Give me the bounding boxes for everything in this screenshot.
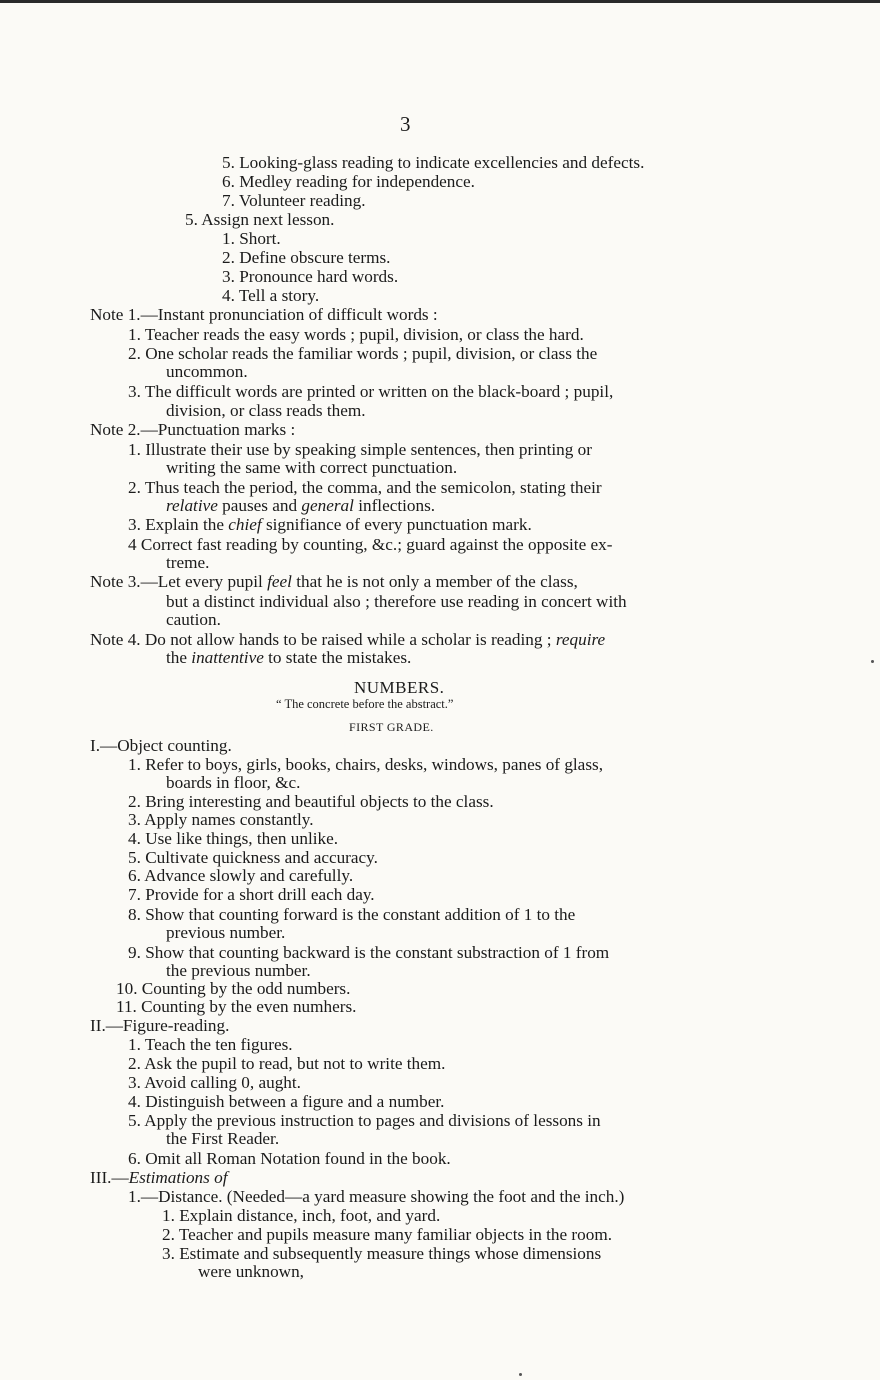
list-item-continuation: previous number. [166,923,286,942]
text: 3. Explain the [128,515,224,534]
note-heading [90,572,578,591]
list-item-continuation: treme. [166,553,210,572]
list-item-continuation: division, or class reads them. [166,401,366,420]
paper-speck [519,1373,522,1376]
italic-text: require [555,630,606,649]
list-item: 6. Omit all Roman Notation found in the book. [128,1149,451,1168]
list-item: 2. Define obscure terms. [222,248,391,267]
italic-text: inattentive [191,648,264,667]
section-motto: “ The concrete before the abstract.” [276,697,454,711]
grade-heading: FIRST GRADE. [349,720,434,734]
list-item: 4. Tell a story. [222,286,320,305]
list-item: 6. Medley reading for independence. [222,172,475,191]
text: Note 3.—Let every pupil [90,572,263,591]
list-item: 1. Teach the ten figures. [128,1035,293,1054]
page-number: 3 [400,112,411,136]
list-item: 8. Show that counting forward is the constant addition of 1 to the [128,905,576,924]
paper-speck [871,660,874,663]
list-item: 3. The difficult words are printed or written on the black-board ; pupil, [128,382,614,401]
list-item-continuation: writing the same with correct punctuation. [166,458,458,477]
list-item-continuation: the previous number. [166,961,311,980]
list-item: 1. Short. [222,229,281,248]
section-title: NUMBERS. [354,678,445,697]
list-item: 1. Illustrate their use by speaking simple sentences, then printing or [128,440,592,459]
list-item-continuation: were unknown, [198,1262,304,1281]
list-item: 5. Apply the previous instruction to pages and divisions of lessons in [128,1111,601,1130]
list-item: 7. Provide for a short drill each day. [128,885,375,904]
list-item-continuation: boards in floor, &c. [166,773,301,792]
text: Note 4. Do not allow hands to be raised while a scholar is reading ; [90,630,552,649]
list-item: 2. One scholar reads the familiar words ; pupil, division, or class the [128,344,598,363]
list-item: 3. Apply names constantly. [128,810,314,829]
italic-text: Estimations of [128,1168,228,1187]
list-item: 4. Distinguish between a figure and a number. [128,1092,445,1111]
text: inflections. [358,496,436,515]
list-item: 5. Assign next lesson. [185,210,335,229]
list-item: 4. Use like things, then unlike. [128,829,339,848]
list-item: 1. Explain distance, inch, foot, and yard. [162,1206,441,1225]
italic-text: feel [267,572,292,591]
text: that he is not only a member of the class, [296,572,578,591]
text: to state the mistakes. [268,648,412,667]
note-continuation: caution. [166,610,221,629]
list-item: 4 Correct fast reading by counting, &c.; guard against the opposite ex- [128,535,613,554]
list-item: 6. Advance slowly and carefully. [128,866,354,885]
text: III.— [90,1168,129,1187]
note-continuation [166,648,411,667]
text: the [166,648,187,667]
list-item: 5. Looking-glass reading to indicate excellencies and defects. [222,153,645,172]
list-item: 11. Counting by the even numhers. [116,997,357,1016]
section-heading [90,1168,228,1187]
list-item: 3. Pronounce hard words. [222,267,399,286]
list-item: 3. Estimate and subsequently measure things whose dimensions [162,1244,602,1263]
list-item: 5. Cultivate quickness and accuracy. [128,848,378,867]
text: pauses and [222,496,298,515]
list-item-continuation: uncommon. [166,362,248,381]
page-top-border [0,0,880,3]
list-item [128,515,532,534]
note-heading [90,630,605,649]
list-item: 2. Ask the pupil to read, but not to write them. [128,1054,446,1073]
text: signifiance of every punctuation mark. [265,515,532,534]
italic-text: relative [166,496,218,515]
list-item: 10. Counting by the odd numbers. [116,979,351,998]
section-heading: II.—Figure-reading. [90,1016,230,1035]
note-heading: Note 2.—Punctuation marks : [90,420,296,439]
section-heading: I.—Object counting. [90,736,232,755]
list-item: 2. Bring interesting and beautiful objects to the class. [128,792,494,811]
list-item: 3. Avoid calling 0, aught. [128,1073,301,1092]
list-item-continuation: the First Reader. [166,1129,280,1148]
list-item: 2. Teacher and pupils measure many familiar objects in the room. [162,1225,612,1244]
italic-text: chief [228,515,262,534]
list-item: 9. Show that counting backward is the constant substraction of 1 from [128,943,610,962]
list-item: 1. Teacher reads the easy words ; pupil, division, or class the hard. [128,325,584,344]
list-item: 1.—Distance. (Needed—a yard measure showing the foot and the inch.) [128,1187,625,1206]
list-item: 7. Volunteer reading. [222,191,366,210]
italic-text: general [301,496,354,515]
list-item: 2. Thus teach the period, the comma, and the semicolon, stating their [128,478,602,497]
list-item: 1. Refer to boys, girls, books, chairs, desks, windows, panes of glass, [128,755,603,774]
note-heading: Note 1.—Instant pronunciation of difficult words : [90,305,438,324]
list-item-continuation [166,496,435,515]
note-continuation: but a distinct individual also ; therefore use reading in concert with [166,592,627,611]
